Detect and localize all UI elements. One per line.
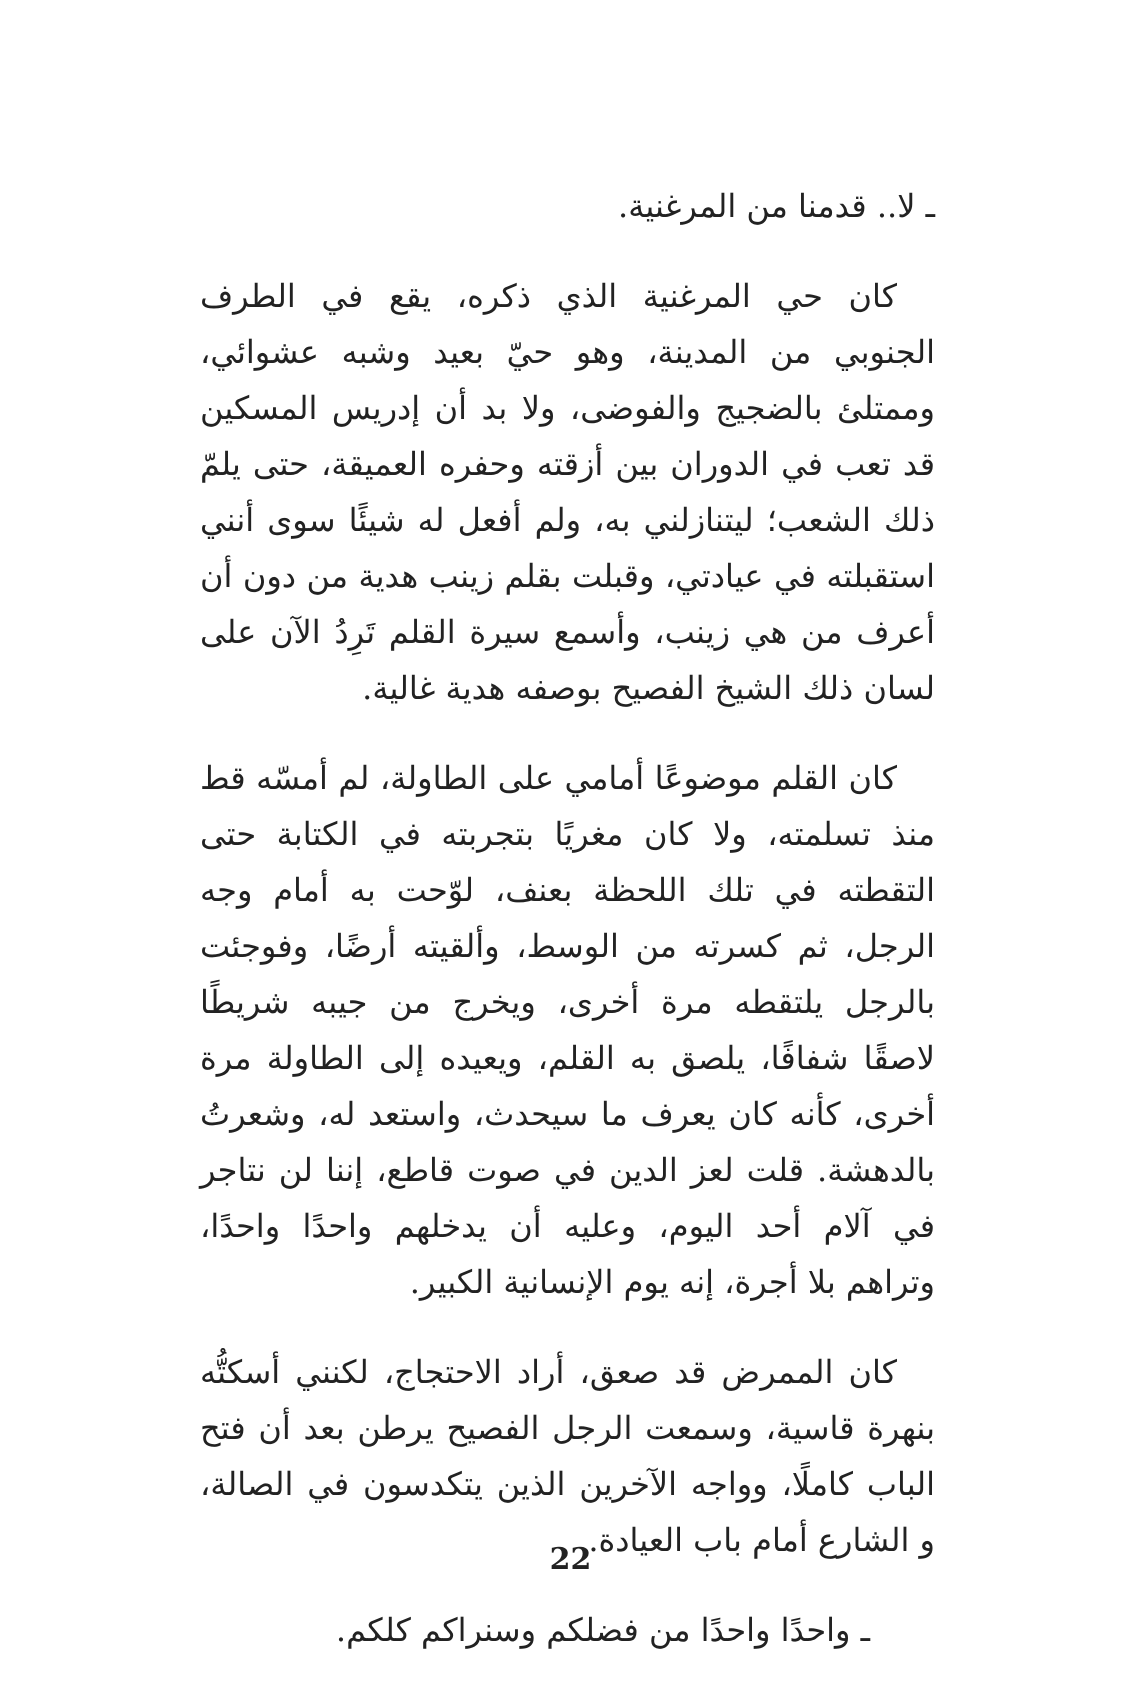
page-number: 22	[549, 1542, 592, 1577]
dialogue-line-2: ـ واحدًا واحدًا من فضلكم وسنراكم كلكم.	[335, 1611, 870, 1649]
paragraph-2: كان القلم موضوعًا أمامي على الطاولة، لم أمسّه قط منذ تسلمته، ولا كان مغريًا بتجربته في الكتابة حتى التقطته في تلك اللحظة بعنف، لوّحت به أمام وجه الرجل، ثم كسرته من الوسط، وألقيته أرضًا، وفوجئت بالرجل يلتقطه مرة أخرى، ويخرج من جيبه شريطًا لاصقًا شفافًا، يلصق به القلم، ويعيده إلى الطاولة مرة أخرى، كأنه كان يعرف ما سيحدث، واستعد له، وشعرتُ بالدهشة. قلت لعز الدين في صوت قاطع، إننا لن نتاجر في آلام أحد اليوم، وعليه أن يدخلهم واحدًا واحدًا، وتراهم بلا أجرة، إنه يوم الإنسانية الكبير.	[200, 759, 936, 1301]
dialogue-line-1: ـ لا.. قدمنا من المرغنية.	[618, 187, 935, 225]
paragraph-1: كان حي المرغنية الذي ذكره، يقع في الطرف الجنوبي من المدينة، وهو حيّ بعيد وشبه عشوائي، وممتلئ بالضجيج والفوضى، ولا بد أن إدريس المسكين قد تعب في الدوران بين أزقته وحفره العميقة، حتى يلمّ ذلك الشعب؛ ليتنازلني به، ولم أفعل له شيئًا سوى أنني استقبلته في عيادتي، وقبلت بقلم زينب هدية من دون أن أعرف من هي زينب، وأسمع سيرة القلم تَرِدُ الآن على لسان ذلك الشيخ الفصيح بوصفه هدية غالية.	[200, 277, 936, 707]
page-body-text	[200, 178, 935, 1692]
paragraph-3: كان الممرض قد صعق، أراد الاحتجاج، لكنني أسكتُّه بنهرة قاسية، وسمعت الرجل الفصيح يرطن بعد أن فتح الباب كاملًا، وواجه الآخرين الذين يتكدسون في الصالة، و الشارع أمام باب العيادة.	[200, 1353, 935, 1559]
